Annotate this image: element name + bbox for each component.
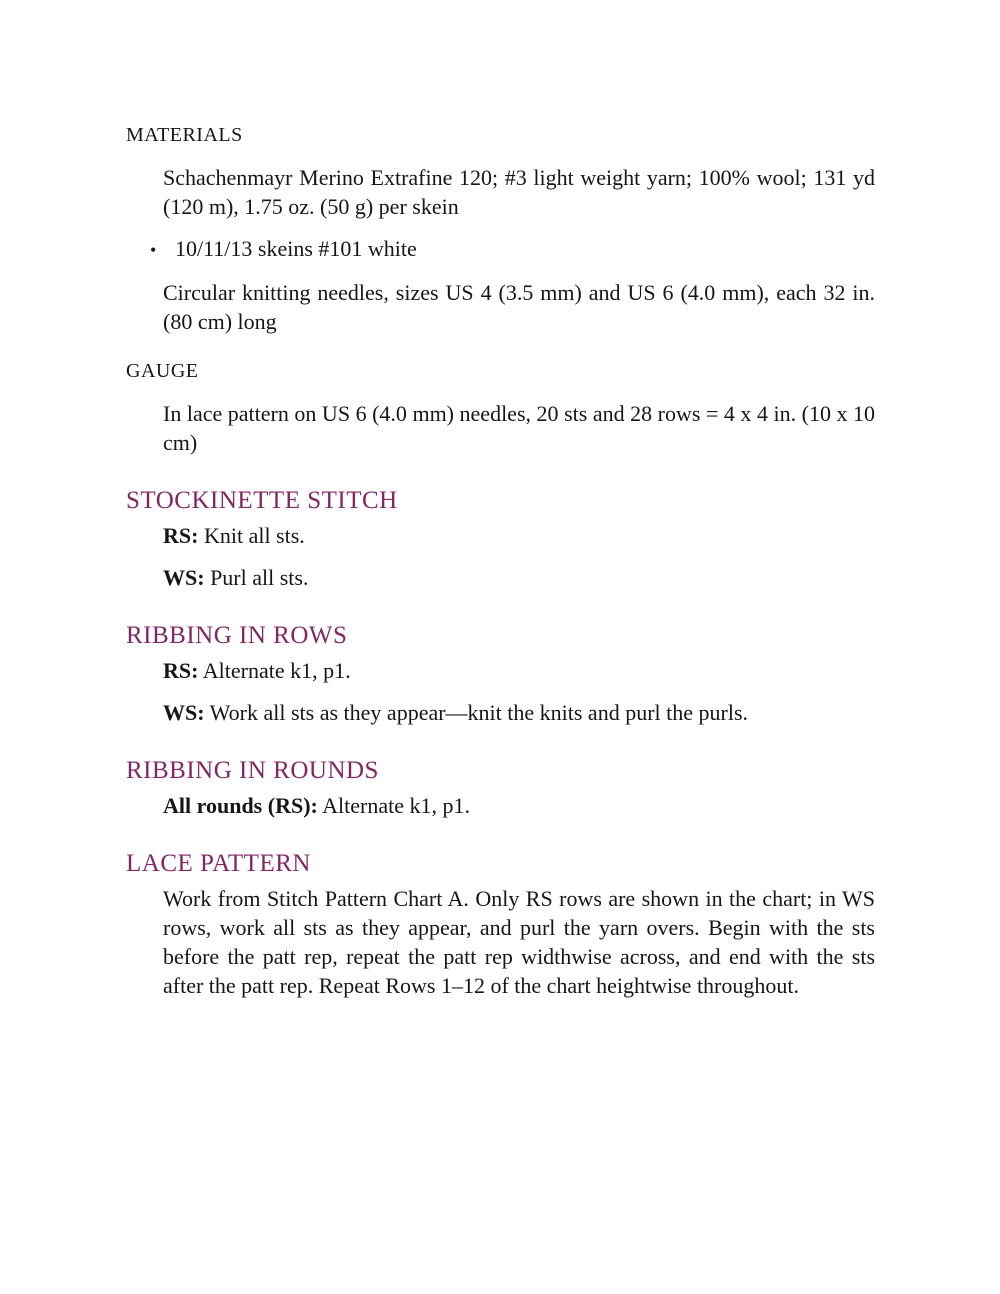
stockinette-section	[126, 484, 875, 592]
ws-instruction: Work all sts as they appear—knit the knits and purl the purls.	[209, 700, 749, 725]
ribbing-rounds-heading: RIBBING IN ROUNDS	[126, 757, 379, 784]
materials-skeins-text: 10/11/13 skeins #101 white	[175, 236, 417, 261]
lace-pattern-section	[126, 847, 875, 1000]
rs-instruction: Knit all sts.	[203, 523, 305, 548]
ribbing-rows-heading: RIBBING IN ROWS	[126, 622, 348, 649]
materials-yarn-text: Schachenmayr Merino Extrafine 120; #3 light weight yarn; 100% wool; 131 yd (120 m), 1.75 oz. (50 g) per skein	[163, 165, 875, 219]
ribbing-rows-ws-line	[126, 698, 875, 727]
stockinette-rs-line	[126, 521, 875, 550]
gauge-heading: GAUGE	[126, 360, 199, 382]
lace-pattern-text: Work from Stitch Pattern Chart A. Only RS rows are shown in the chart; in WS rows, work all sts as they appear, and purl the yarn overs. Begin with the sts before the patt rep, repeat the patt rep widthwise across, and end with the sts after the patt rep. Repeat Rows 1–12 of the chart heightwise throughout.	[163, 886, 875, 998]
all-rounds-instruction: Alternate k1, p1.	[322, 793, 471, 818]
rs-label: RS:	[163, 523, 199, 548]
ribbing-rounds-section	[126, 754, 875, 820]
materials-skeins-item	[126, 234, 875, 265]
bullet-icon: •	[150, 240, 157, 260]
materials-section	[126, 122, 875, 336]
rs-label: RS:	[163, 658, 199, 683]
rs-instruction: Alternate k1, p1.	[202, 658, 351, 683]
ws-label: WS:	[163, 700, 205, 725]
materials-needles-text: Circular knitting needles, sizes US 4 (3.5 mm) and US 6 (4.0 mm), each 32 in. (80 cm) long	[163, 280, 875, 334]
ribbing-rounds-line	[126, 791, 875, 820]
ws-label: WS:	[163, 565, 205, 590]
materials-heading: MATERIALS	[126, 124, 243, 146]
all-rounds-label: All rounds (RS):	[163, 793, 318, 818]
gauge-section	[126, 358, 875, 457]
ribbing-rows-rs-line	[126, 656, 875, 685]
stockinette-heading: STOCKINETTE STITCH	[126, 487, 398, 514]
ws-instruction: Purl all sts.	[210, 565, 309, 590]
stockinette-ws-line	[126, 563, 875, 592]
lace-pattern-heading: LACE PATTERN	[126, 850, 311, 877]
gauge-text: In lace pattern on US 6 (4.0 mm) needles, 20 sts and 28 rows = 4 x 4 in. (10 x 10 cm)	[163, 401, 875, 455]
ribbing-rows-section	[126, 619, 875, 727]
